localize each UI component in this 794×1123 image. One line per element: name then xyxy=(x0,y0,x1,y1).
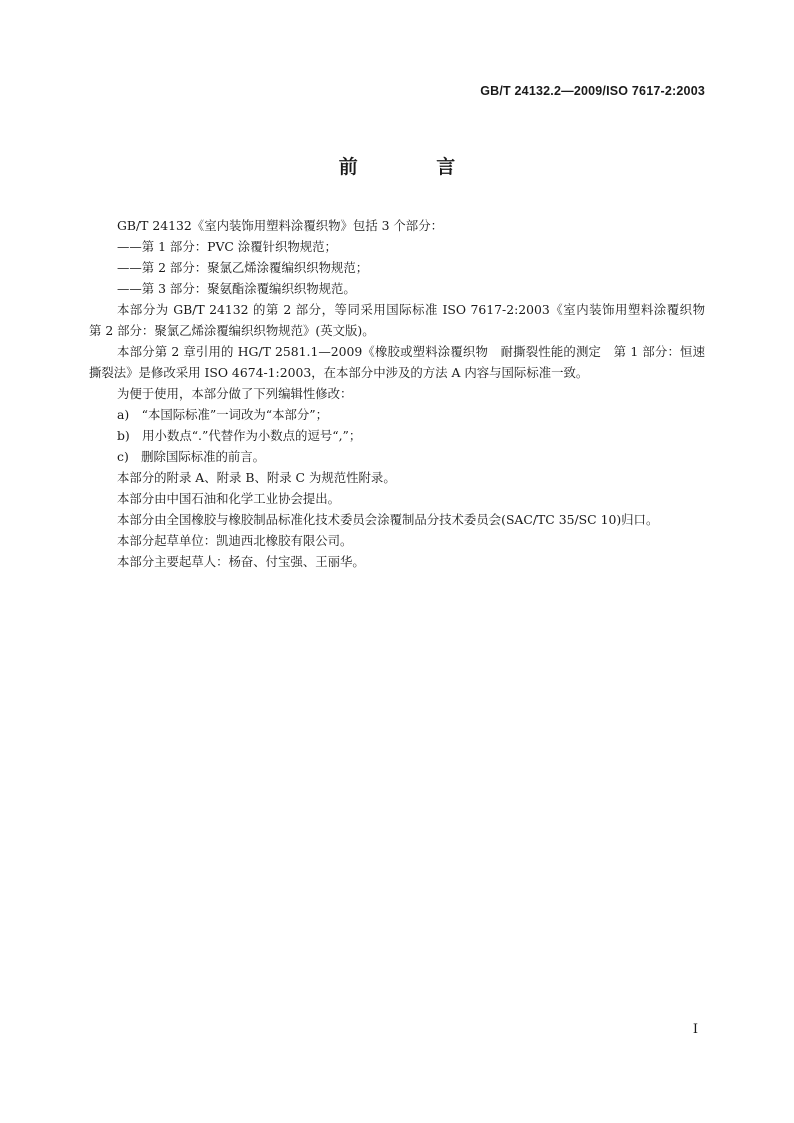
paragraph-drafting-unit: 本部分起草单位：凯迪西北橡胶有限公司。 xyxy=(117,533,353,548)
page-title: 前 言 xyxy=(338,156,492,178)
page-number: I xyxy=(692,1022,698,1037)
foreword-body xyxy=(89,215,718,572)
paragraph-part-1: ——第 1 部分：PVC 涂覆针织物规范； xyxy=(117,239,337,254)
paragraph-reference: 本部分第 2 章引用的 HG/T 2581.1—2009《橡胶或塑料涂覆织物 耐撕裂性能的测定 第 1 部分：恒速撕裂法》是修改采用 ISO 4674-1:2003，在本部分中涉及的方法 A 内容与国际标准一致。 xyxy=(89,344,705,380)
paragraph-parts-intro: GB/T 24132《室内装饰用塑料涂覆织物》包括 3 个部分： xyxy=(117,218,443,233)
paragraph-drafters: 本部分主要起草人：杨奋、付宝强、王丽华。 xyxy=(117,554,365,569)
paragraph-annexes: 本部分的附录 A、附录 B、附录 C 为规范性附录。 xyxy=(117,470,396,485)
paragraph-edit-a: a) “本国际标准”一词改为“本部分”； xyxy=(117,407,329,422)
paragraph-committee: 本部分由全国橡胶与橡胶制品标准化技术委员会涂覆制品分技术委员会(SAC/TC 35/SC 10)归口。 xyxy=(117,512,659,527)
standard-number: GB/T 24132.2—2009/ISO 7617-2:2003 xyxy=(480,84,705,98)
paragraph-proposer: 本部分由中国石油和化学工业协会提出。 xyxy=(117,491,341,506)
paragraph-part-2: ——第 2 部分：聚氯乙烯涂覆编织织物规范； xyxy=(117,260,369,275)
paragraph-part-3: ——第 3 部分：聚氨酯涂覆编织织物规范。 xyxy=(117,281,356,296)
paragraph-adoption: 本部分为 GB/T 24132 的第 2 部分，等同采用国际标准 ISO 7617-2:2003《室内装饰用塑料涂覆织物 第 2 部分：聚氯乙烯涂覆编织织物规范》(英文版)。 xyxy=(89,302,718,338)
paragraph-edit-c: c) 删除国际标准的前言。 xyxy=(117,449,266,464)
paragraph-edit-b: b) 用小数点“.”代替作为小数点的逗号“,”； xyxy=(117,428,362,443)
paragraph-edits-intro: 为便于使用，本部分做了下列编辑性修改： xyxy=(117,386,353,401)
